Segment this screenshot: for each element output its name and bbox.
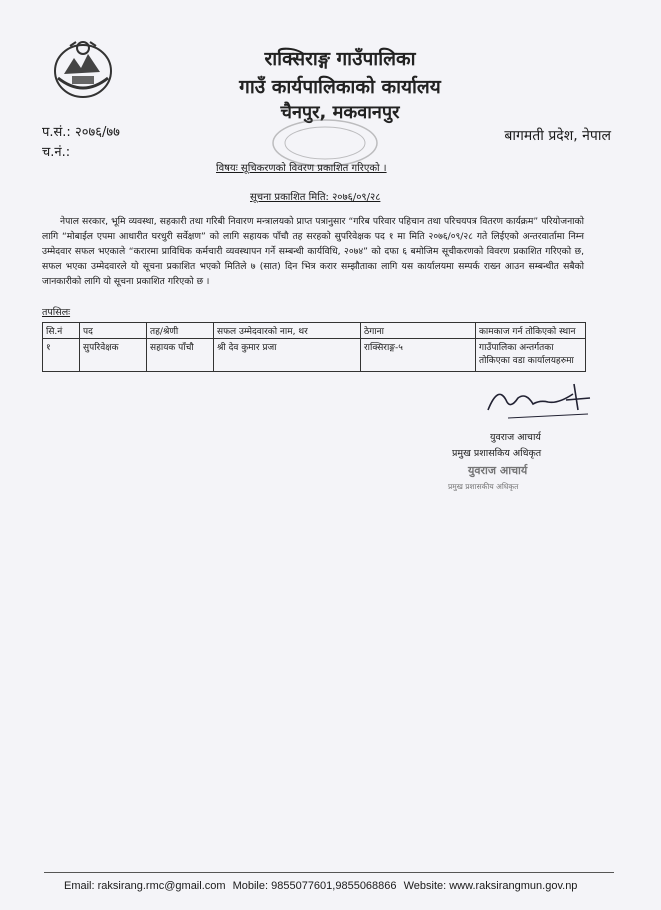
header-address: ठेगाना	[361, 323, 476, 339]
notice-publish-date: सूचना प्रकाशित मिति: २०७६/०९/२८	[250, 192, 381, 203]
letter-subject: विषयः सूचिकरणको विवरण प्रकाशित गरिएको ।	[216, 163, 387, 174]
cell-address: राक्सिराङ्ग-५	[361, 339, 476, 372]
annex-label: तपसिलः	[42, 307, 71, 318]
municipality-name: राक्सिराङ्ग गाउँपालिका	[264, 48, 416, 70]
office-name: गाउँ कार्यपालिकाको कार्यालय	[239, 76, 441, 98]
cell-candidate-name: श्री देव कुमार प्रजा	[214, 339, 361, 372]
header-level: तह/श्रेणी	[147, 323, 214, 339]
nepal-government-emblem-icon	[50, 38, 116, 100]
footer-mobile: Mobile: 9855077601,9855068866	[232, 880, 397, 892]
cell-post: सुपरिवेक्षक	[80, 339, 147, 372]
signer-title: प्रमुख प्रशासकिय अधिकृत	[452, 448, 542, 459]
table-row	[43, 339, 586, 372]
stamp-title: प्रमुख प्रशासकीय अधिकृत	[448, 482, 519, 491]
footer-website: Website: www.raksirangmun.gov.np	[403, 880, 578, 892]
handwritten-signature-icon	[478, 380, 598, 422]
cell-serial: १	[43, 339, 80, 372]
header-serial: सि.नं	[43, 323, 80, 339]
reference-number: प.सं.: २०७६/७७	[42, 125, 120, 140]
selected-candidates-table	[42, 322, 586, 372]
footer-divider	[44, 872, 614, 873]
footer-email: Email: raksirang.rmc@gmail.com	[64, 880, 226, 892]
stamp-name: युवराज आचार्य	[468, 464, 528, 477]
notice-body: नेपाल सरकार, भूमि व्यवस्था, सहकारी तथा गरिबी निवारण मन्त्रालयको प्राप्त पत्रानुसार “गरिब परिवार पहिचान तथा परिचयपत्र वितरण कार्यक्रम” परियोजनाको लागि “मोबाईल एपमा आधारीत घरधुरी सर्वेक्षण” को लागि सहायक पाँचौ तह सरहको सुपरिवेक्षक पद १ मा मिति २०७६/०९/२८ गते लिईएको अन्तरवार्तामा निम्न उम्मेदवार सफल भएकाले “करारमा प्राविधिक कर्मचारी व्यवस्थापन गर्ने सम्बन्धी कार्यविधि, २०७४” को दफा ६ बमोजिम सूचीकरणको विवरण प्रकाशित गरिएको छ, सफल भएका उम्मेदवारले यो सूचना प्रकाशित भएको मितिले ७ (सात) दिन भित्र करार सम्झौताका लागि यस कार्यालयमा सम्पर्क राख्न आउन सम्बन्धीत सबैको जानकारीको लागि यो सूचना प्रकाशित गरिएको छ ।	[42, 216, 584, 287]
header-post: पद	[80, 323, 147, 339]
province-address: बागमती प्रदेश, नेपाल	[504, 128, 611, 144]
header-work-location: कामकाज गर्न तोकिएको स्थान	[476, 323, 586, 339]
cell-level: सहायक पाँचौ	[147, 339, 214, 372]
dispatch-number: च.नं.:	[42, 145, 71, 160]
cell-work-location: गाउँपालिका अन्तर्गतका तोकिएका वडा कार्यालयहरुमा	[476, 339, 586, 372]
office-location: चैनपुर, मकवानपुर	[280, 102, 400, 123]
footer-contact	[64, 880, 581, 892]
header-candidate-name: सफल उम्मेदवारको नाम, थर	[214, 323, 361, 339]
table-header-row	[43, 323, 586, 339]
signer-name: युवराज आचार्य	[490, 432, 541, 443]
signature-stamp	[448, 463, 568, 492]
